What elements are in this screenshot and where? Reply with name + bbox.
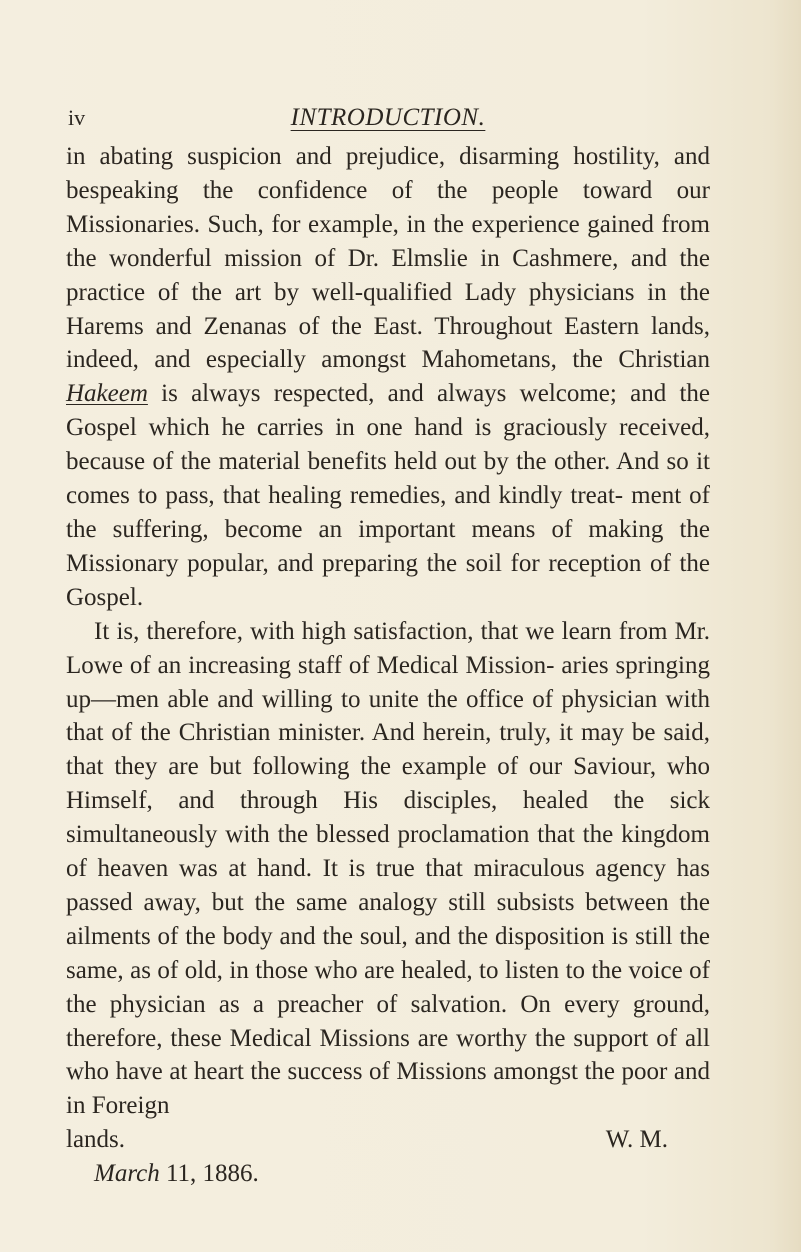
italic-term: Hakeem	[66, 380, 148, 408]
paragraph-1-text-b: is always respected, and always welcome; and the Gospel which he carries in one hand is graciously received, because of the material benefits held out by the other. And so it comes to pass, that healing remedies, and kindly treat- ment of the suffering, become an important means of making the Missionary popular, and preparing the soil for reception of the Gospel.	[66, 380, 710, 611]
date-month: March	[94, 1160, 160, 1188]
body-text	[66, 140, 710, 1191]
date-rest: 11, 1886.	[159, 1160, 259, 1188]
paragraph-2-last-word: lands.	[66, 1126, 126, 1154]
page-number: iv	[68, 105, 86, 130]
closing-line	[66, 1123, 710, 1157]
date-line	[94, 1157, 710, 1191]
paragraph-2: It is, therefore, with high satisfaction, that we learn from Mr. Lowe of an increasing staff of Medical Mission- aries springing up—men able and willing to unite the office of physician with that of the Christian minister. And herein, truly, it may be said, that they are but following the example of our Saviour, who Himself, and through His disciples, healed the sick simultaneously with the blessed proclamation that the kingdom of heaven was at hand. It is true that miraculous agency has passed away, but the same analogy still subsists between the ailments of the body and the soul, and the disposition is still the same, as of old, in those who are healed, to listen to the voice of the physician as a preacher of salvation. On every ground, therefore, these Medical Missions are worthy the support of all who have at heart the success of Missions amongst the poor and in Foreign	[66, 617, 710, 1120]
running-title: INTRODUCTION.	[290, 104, 486, 131]
signature-initials: W. M.	[605, 1126, 668, 1154]
page-header	[68, 98, 708, 138]
paragraph-1-text-a: in abating suspicion and prejudice, disarming hostility, and bespeaking the confidence of the people toward our Missionaries. Such, for example, in the experience gained from the wonderful mission of Dr. Elmslie in Cashmere, and the practice of the art by well-qualified Lady physicians in the Harems and Zenanas of the East. Throughout Eastern lands, indeed, and especially amongst Mahometans, the Christian	[66, 143, 710, 374]
paragraph-1	[66, 140, 710, 615]
